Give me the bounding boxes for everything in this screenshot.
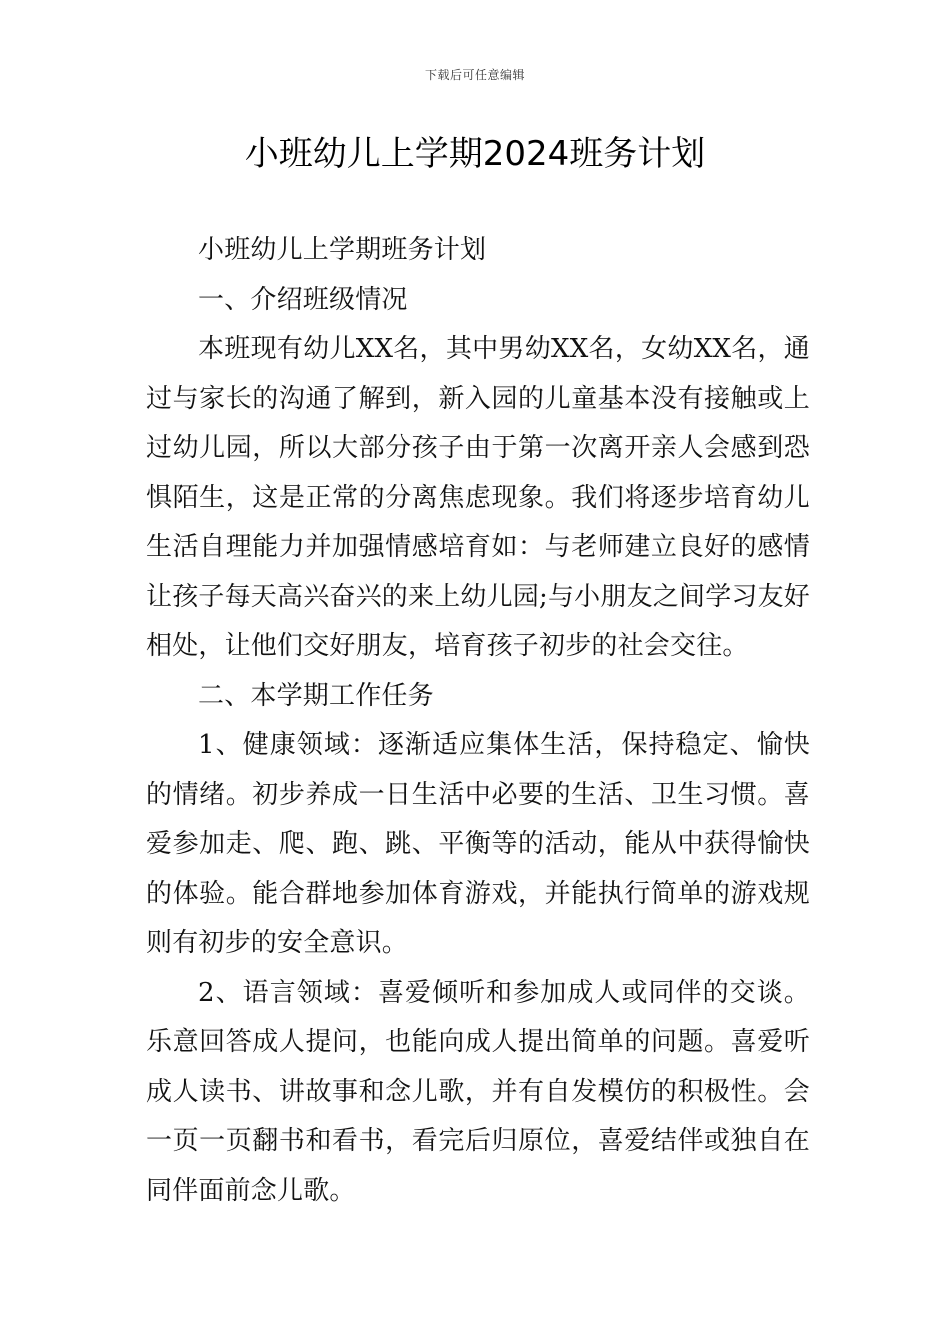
- subtitle-paragraph: 小班幼儿上学期班务计划: [198, 235, 487, 265]
- class-intro-paragraph: 本班现有幼儿XX名，其中男幼XX名，女幼XX名，通过与家长的沟通了解到，新入园的儿童基本没有接触或上过幼儿园，所以大部分孩子由于第一次离开亲人会感到恐惧陌生，这是正常的分离焦虑现象。我们将逐步培育幼儿生活自理能力并加强情感培育如：与老师建立良好的感情让孩子每天高兴奋兴的来上幼儿园;与小朋友之间学习友好相处，让他们交好朋友，培育孩子初步的社会交往。: [146, 334, 810, 661]
- document-body: [146, 226, 810, 1216]
- section-heading-2: 二、本学期工作任务: [198, 680, 434, 711]
- language-domain-paragraph: 2、语言领域：喜爱倾听和参加成人或同伴的交谈。乐意回答成人提问，也能向成人提出简单的问题。喜爱听成人读书、讲故事和念儿歌，并有自发模仿的积极性。会一页一页翻书和看书，看完后归原位，喜爱结伴或独自在同伴面前念儿歌。: [146, 977, 810, 1206]
- document-title: 小班幼儿上学期2024班务计划: [244, 134, 706, 174]
- health-domain-paragraph: 1、健康领域：逐渐适应集体生活，保持稳定、愉快的情绪。初步养成一日生活中必要的生活、卫生习惯。喜爱参加走、爬、跑、跳、平衡等的活动，能从中获得愉快的体验。能合群地参加体育游戏，并能执行简单的游戏规则有初步的安全意识。: [146, 730, 810, 958]
- header-note: 下载后可任意编辑: [424, 68, 525, 82]
- section-heading-1: 一、介绍班级情况: [198, 284, 408, 315]
